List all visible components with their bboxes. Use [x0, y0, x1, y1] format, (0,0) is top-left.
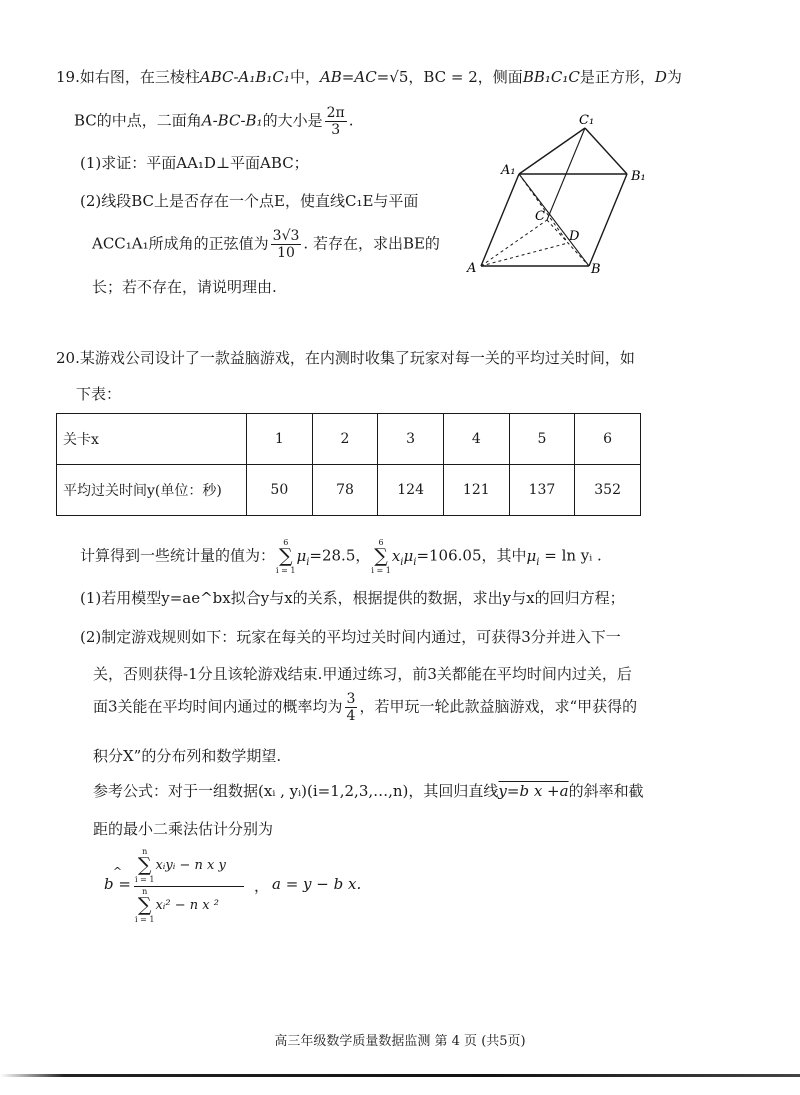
edge-A1-B [519, 174, 589, 266]
table-cell: 121 [443, 465, 509, 516]
q20-part2-c: 面3关能在平均时间内通过的概率均为 $\frac{3}{4}$ ，若甲玩一轮此款益脑游戏，求“甲获得的 [93, 691, 638, 724]
q19-part2-d: 长；若不存在，请说明理由. [92, 278, 277, 296]
level-time-table [56, 413, 641, 516]
table-cell: 1 [247, 414, 313, 465]
q20-part1: (1)若用模型y=ae^bx拟合y与x的关系，根据提供的数据，求出y与x的回归方程； [80, 589, 625, 607]
q20-stats: 计算得到一些统计量的值为： 6 ∑ i = 1 $\mu_i=28.5$， 6 ∑ i = 1 $x_i\mu_i=106.05$，其中$\mu_i = \ln$ yᵢ . [80, 538, 602, 575]
label-C1: C₁ [579, 113, 595, 128]
q19-line2: BC的中点，二面角A-BC-B₁的大小是 $\frac{2\pi}{3}$ . [74, 105, 354, 138]
regression-formula: ^ b = n ∑ i = 1 xᵢyᵢ − n x y n ∑ i = 1 xᵢ² − n x ² ， a = y − b x. [104, 847, 354, 927]
sum-symbol: 6 ∑ i = 1 [371, 538, 391, 575]
label-D: D [569, 229, 580, 244]
edge-A1-A [481, 174, 519, 266]
footer-divider [0, 1074, 800, 1077]
table-cell: 137 [509, 465, 575, 516]
table-cell: 352 [575, 465, 641, 516]
q20-ref-a: 参考公式：对于一组数据(xᵢ , yᵢ)(i=1,2,3,…,n)，其回归直线y=b x +a的斜率和截 [93, 782, 644, 800]
q19-part2-b: ACC₁A₁所成角的正弦值为 $\frac{3√3}{10}$ . 若存在，求出BE的 [92, 228, 440, 261]
sine-fraction: $\frac{3√3}{10}$ [272, 228, 300, 261]
sum-symbol: 6 ∑ i = 1 [276, 538, 296, 575]
table-cell: 78 [312, 465, 378, 516]
q20-part2-a: (2)制定游戏规则如下：玩家在每关的平均过关时间内通过，可获得3分并进入下一 [80, 628, 621, 646]
table-cell: 3 [378, 414, 444, 465]
page-footer: 高三年级数学质量数据监测 第 4 页 (共5页) [274, 1034, 526, 1049]
label-B: B [591, 262, 601, 277]
label-B1: B₁ [631, 169, 646, 184]
q19-line1: 19.如右图，在三棱柱ABC-A₁B₁C₁中，AB=AC=√5，BC = 2，侧面BB₁C₁C是正方形，D为 [56, 68, 682, 86]
table-row-levels [57, 414, 641, 465]
table-header-level: 关卡x [57, 414, 247, 465]
q20-part2-d: 积分X”的分布列和数学期望. [93, 747, 282, 765]
table-cell: 5 [509, 414, 575, 465]
table-cell: 4 [443, 414, 509, 465]
label-C: C [535, 209, 545, 224]
table-cell: 6 [575, 414, 641, 465]
q19-part2-a: (2)线段BC上是否存在一个点E，使直线C₁E与平面 [80, 192, 419, 210]
formula-fraction: n ∑ i = 1 xᵢyᵢ − n x y n ∑ i = 1 xᵢ² − n x ² [134, 847, 244, 924]
q19-number: 19. [56, 68, 80, 86]
edge-C1-B1 [585, 128, 627, 174]
probability-fraction: $\frac{3}{4}$ [346, 691, 356, 724]
edge-B1-B [589, 174, 627, 266]
table-cell: 124 [378, 465, 444, 516]
q19-part1: (1)求证：平面AA₁D⊥平面ABC； [80, 154, 309, 172]
table-cell: 2 [312, 414, 378, 465]
q20-intro-b: 下表： [76, 385, 122, 403]
prism-figure [465, 110, 655, 285]
label-A: A [467, 261, 477, 276]
table-row-times [57, 465, 641, 516]
label-A1: A₁ [501, 163, 516, 178]
q20-ref-c: 距的最小二乘法估计分别为 [93, 820, 274, 838]
table-cell: 50 [247, 465, 313, 516]
q20-part2-b: 关，否则获得-1分且该轮游戏结束.甲通过练习，前3关都能在平均时间内过关，后 [93, 665, 632, 683]
angle-fraction: $\frac{2\pi}{3}$ [326, 105, 345, 138]
q20-number: 20. [56, 349, 80, 367]
table-header-time: 平均过关时间y(单位：秒) [57, 465, 247, 516]
edge-A-D [481, 243, 568, 266]
q20-intro-a: 20.某游戏公司设计了一款益脑游戏，在内测时收集了玩家对每一关的平均过关时间，如 [56, 349, 635, 367]
